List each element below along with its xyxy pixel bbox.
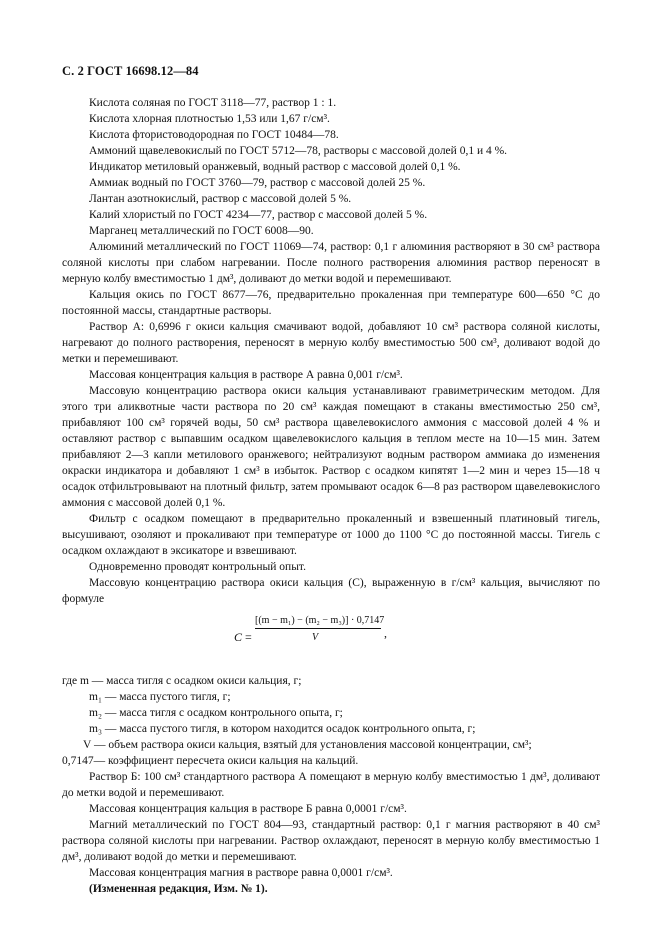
reagent-item: Лантан азотнокислый, раствор с массовой долей 5 %. [89,193,352,205]
reagent-item: Кислота соляная по ГОСТ 3118—77, раствор 1 : 1. [89,97,337,109]
paragraph-formula-intro: Массовую концентрацию раствора окиси кальция (С), выраженную в г/см³ кальция, вычисляют по формуле [62,577,600,605]
variable-definition: 0,7147— коэффициент пересчета окиси кальция на кальций. [62,755,359,767]
paragraph-filter: Фильтр с осадком помещают в предварительно прокаленный и взвешенный платиновый тигель, высушивают, озоляют и прокаливают при температуре от 1000 до 1100 °С до постоянной массы. Тигель с осадком охлаждают в эксикаторе и взвешивают. [62,513,600,557]
formula-equals: = [245,630,252,644]
page-header: С. 2 ГОСТ 16698.12—84 [62,64,199,78]
paragraph-solution-a: Раствор А: 0,6996 г окиси кальция смачивают водой, добавляют 10 см³ раствора соляной кислоты, нагревают до полного растворения, переносят в мерную колбу вместимостью 500 см³, доливают водой до метки и перемешивают. [62,321,600,365]
paragraph-conc-mg: Массовая концентрация магния в растворе равна 0,0001 г/см³. [89,867,393,879]
reagent-item: Калий хлористый по ГОСТ 4234—77, раствор с массовой долей 5 %. [89,209,428,221]
reagent-item: Марганец металлический по ГОСТ 6008—90. [89,225,314,237]
formula-denominator: V [312,632,319,643]
amendment-note: (Измененная редакция, Изм. № 1). [89,883,268,895]
formula-comma: , [384,626,387,640]
variable-definition: V — объем раствора окиси кальция, взятый для установления массовой концентрации, см³; [83,739,532,751]
variable-definition: m₃ — масса пустого тигля, в котором находится осадок контрольного опыта, г; [89,723,476,735]
paragraph-magnesium: Магний металлический по ГОСТ 804—93, стандартный раствор: 0,1 г магния растворяют в 40 см³ раствора соляной кислоты при нагревании. Раствор охлаждают, переносят в мерную колбу вместимостью 1 дм³, доливают водой до метки и перемешивают. [62,819,600,863]
reagent-item: Аммиак водный по ГОСТ 3760—79, раствор с массовой долей 25 %. [89,177,426,189]
variable-definition: m₁ — масса пустого тигля, г; [89,691,231,703]
paragraph-aluminum: Алюминий металлический по ГОСТ 11069—74, раствор: 0,1 г алюминия растворяют в 30 см³ раствора соляной кислоты при слабом нагревании. После полного растворения алюминия раствор переносят в мерную колбу вместимостью 1 дм³, доливают до метки водой и перемешивают. [62,241,600,285]
reagent-item: Кислота хлорная плотностью 1,53 или 1,67 г/см³. [89,113,330,125]
fraction-bar [255,628,381,629]
formula [62,613,600,665]
variable-definition: m₂ — масса тигля с осадком контрольного опыта, г; [89,707,343,719]
paragraph-control: Одновременно проводят контрольный опыт. [89,561,306,573]
variable-definitions [62,673,600,769]
paragraph-gravimetric: Массовую концентрацию раствора окиси кальция устанавливают гравиметрическим методом. Для этого три аликвотные части раствора по 20 см³ каждая помещают в стаканы вместимостью 250 см³, прибавляют 100 см³ горячей воды, 50 см³ раствора щавелевокислого аммония с массовой долей 4 % и оставляют раствор с выпавшим осадком щавелевокислого кальция в теплом месте на 10—15 мин. Затем прибавляют 2—3 капли метилового оранжевого; нейтрализуют водным раствором аммиака до изменения окраски индикатора и добавляют 1 см³ в избыток. Раствор с осадком кипятят 1—2 мин и через 15—18 ч осадок отфильтровывают на плотный фильтр, затем промывают осадок 6—8 раз раствором щавелевокислого аммония с массовой долей 0,1 %. [62,385,600,509]
reagent-item: Кислота фтористоводородная по ГОСТ 10484—78. [89,129,339,141]
reagent-item: Аммоний щавелевокислый по ГОСТ 5712—78, растворы с массовой долей 0,1 и 4 %. [89,145,508,157]
formula-lhs: C [234,630,243,644]
paragraph-calcium-oxide: Кальция окись по ГОСТ 8677—76, предварительно прокаленная при температуре 600—650 °С до постоянной массы, стандартные растворы. [62,289,600,317]
paragraph-conc-b: Массовая концентрация кальция в растворе Б равна 0,0001 г/см³. [89,803,407,815]
paragraph-solution-b: Раствор Б: 100 см³ стандартного раствора А помещают в мерную колбу вместимостью 1 дм³, доливают до метки водой и перемешивают. [62,771,600,799]
variable-definition: где m — масса тигля с осадком окиси кальция, г; [62,675,302,687]
document-body [62,95,600,897]
formula-numerator: [(m − m₁) − (m₂ − m₃)] · 0,7147 [255,615,385,626]
paragraph-conc-a: Массовая концентрация кальция в растворе А равна 0,001 г/см³. [89,369,403,381]
reagent-list [62,95,600,239]
reagent-item: Индикатор метиловый оранжевый, водный раствор с массовой долей 0,1 %. [89,161,461,173]
